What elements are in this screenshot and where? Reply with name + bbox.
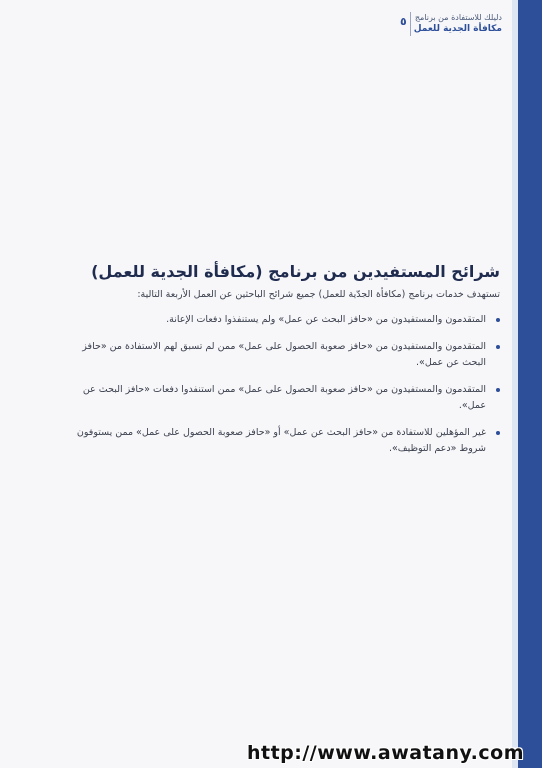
list-item [60,425,500,457]
list-item-text: المتقدمون والمستفيدون من «حافز صعوبة الحصول على عمل» ممن لم تسبق لهم الاستفادة من «حافز البحث عن عمل». [82,341,486,368]
section-intro: تستهدف خدمات برنامج (مكافأة الجدّية للعمل) جميع شرائح الباحثين عن العمل الأربعة التالية: [137,289,500,300]
list-item-text: المتقدمون والمستفيدون من «حافز صعوبة الحصول على عمل» ممن استنفدوا دفعات «حافز البحث عن عمل». [82,384,486,411]
header-divider [410,12,411,36]
bullet-icon [496,388,500,392]
section-content [60,262,500,468]
bullet-icon [496,431,500,435]
list-item-text: المتقدمون والمستفيدون من «حافز البحث عن عمل» ولم يستنفذوا دفعات الإعانة. [166,314,486,325]
page-number: ٥ [400,15,407,28]
bullet-icon [496,345,500,349]
watermark-url: http://www.awatany.com [246,742,524,764]
list-item [60,339,500,371]
bullet-icon [496,318,500,322]
beneficiary-list [60,312,500,457]
list-item-text: غير المؤهلين للاستفادة من «حافز البحث عن عمل» أو «حافز صعوبة الحصول على عمل» ممن يستوفون شروط «دعم التوظيف». [76,427,486,454]
header-guide-title: دليلك للاستفادة من برنامج [414,13,502,22]
header [352,12,502,42]
section-title: شرائح المستفيدين من برنامج (مكافأة الجدية للعمل) [91,262,500,281]
list-item [60,382,500,414]
header-program-name: مكافأة الجدية للعمل [413,24,502,34]
list-item [60,312,500,328]
side-band [518,0,542,768]
